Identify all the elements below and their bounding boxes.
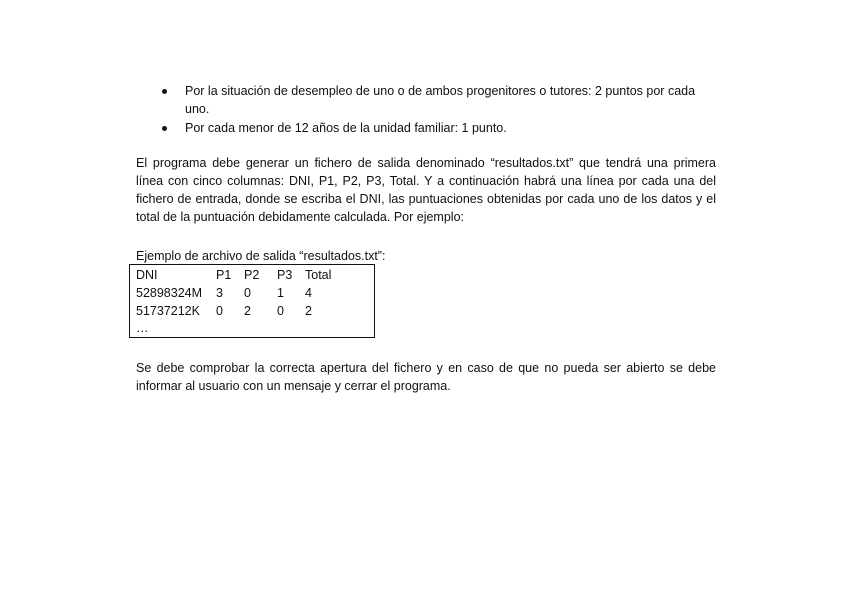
bullet-item xyxy=(160,82,720,118)
cell-p3: 1 xyxy=(277,286,284,300)
table-header-row xyxy=(136,266,345,284)
bullet-item xyxy=(160,119,720,137)
cell-dni: 52898324M xyxy=(136,286,203,300)
header-dni: DNI xyxy=(136,268,158,282)
cell-p1: 0 xyxy=(216,304,223,318)
header-p3: P3 xyxy=(277,268,293,282)
output-description-paragraph: El programa debe generar un fichero de salida denominado “resultados.txt” que tendrá una primera línea con cinco columnas: DNI, P1, P2, P3, Total. Y a continuación habrá una línea por cada una del fichero de entrada, donde se escriba el DNI, las puntuaciones obtenidas por cada uno de los datos y el total de la puntuación debidamente calculada. Por ejemplo: xyxy=(136,156,716,224)
error-handling-paragraph: Se debe comprobar la correcta apertura del fichero y en caso de que no pueda ser abierto se debe informar al usuario con un mensaje y cerrar el programa. xyxy=(136,361,716,393)
bullet-text: Por la situación de desempleo de uno o de ambos progenitores o tutores: 2 puntos por cada uno. xyxy=(185,84,696,116)
cell-p3: 0 xyxy=(277,304,284,318)
header-p2: P2 xyxy=(244,268,260,282)
table-row xyxy=(136,284,345,302)
cell-p2: 0 xyxy=(244,286,251,300)
table-row xyxy=(136,302,345,320)
table-ellipsis-row xyxy=(136,320,345,336)
cell-p2: 2 xyxy=(244,304,251,318)
cell-total: 2 xyxy=(305,304,312,318)
bullet-dot-icon xyxy=(162,89,167,94)
bullet-list xyxy=(160,82,720,138)
example-title: Ejemplo de archivo de salida “resultados.txt”: xyxy=(136,249,386,263)
bullet-text: Por cada menor de 12 años de la unidad familiar: 1 punto. xyxy=(185,121,507,135)
bullet-dot-icon xyxy=(162,126,167,131)
output-example-box xyxy=(129,264,375,338)
ellipsis-cell: … xyxy=(136,321,149,335)
cell-p1: 3 xyxy=(216,286,223,300)
header-p1: P1 xyxy=(216,268,232,282)
output-example-table xyxy=(136,266,345,336)
header-total: Total xyxy=(305,268,332,282)
cell-total: 4 xyxy=(305,286,312,300)
cell-dni: 51737212K xyxy=(136,304,200,318)
